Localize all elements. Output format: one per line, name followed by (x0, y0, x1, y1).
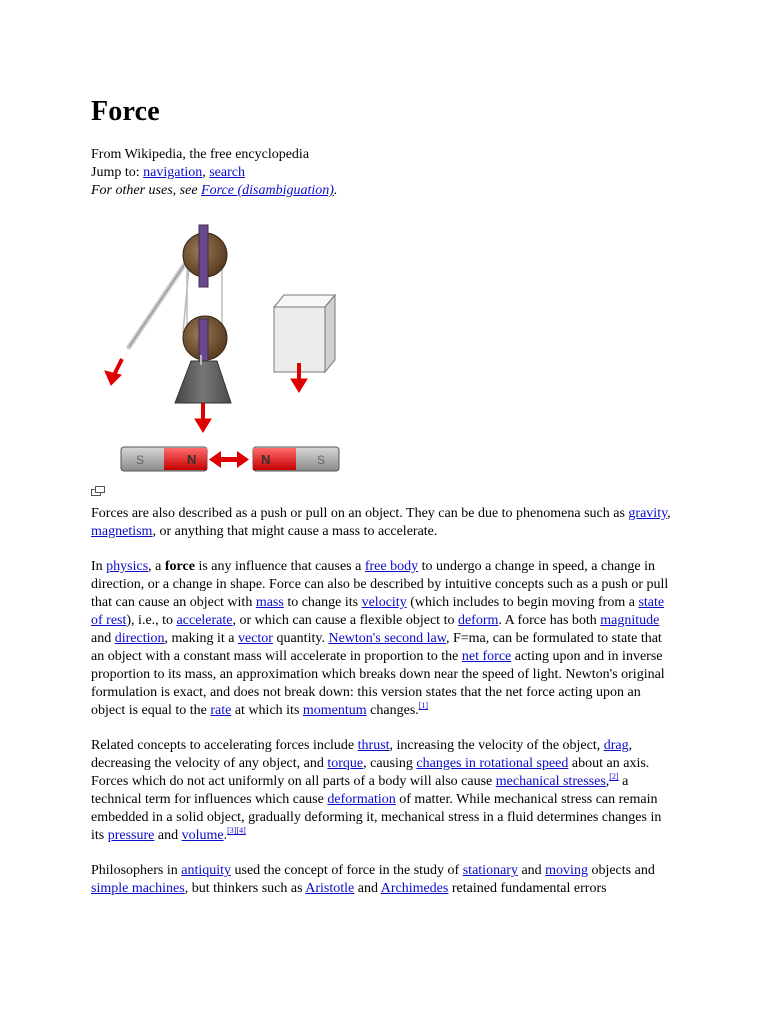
link-antiquity[interactable]: antiquity (181, 863, 232, 878)
force-illustration[interactable] (91, 215, 351, 500)
link-velocity[interactable]: velocity (361, 595, 407, 610)
paragraph-4: Philosophers in antiquity used the concept of force in the study of stationary and moving objects and simple machines, but thinkers such as Aristotle and Archimedes retained fundamental errors (91, 863, 655, 896)
pulley-icon (129, 225, 231, 403)
link-gravity[interactable]: gravity (628, 506, 668, 521)
article-body (91, 505, 675, 915)
link-thrust[interactable]: thrust (357, 738, 390, 753)
link-direction[interactable]: direction (114, 631, 165, 646)
link-free-body[interactable]: free body (364, 559, 419, 574)
article-meta (91, 146, 337, 200)
link-newtons-second-law[interactable]: Newton's second law (328, 631, 446, 646)
magnet-left-icon (121, 447, 207, 471)
disambiguation-link[interactable]: Force (disambiguation) (201, 183, 334, 198)
cube-icon (274, 295, 335, 372)
enlarge-icon[interactable] (91, 486, 105, 496)
link-vector[interactable]: vector (237, 631, 273, 646)
ref-2[interactable]: [2] (609, 772, 619, 781)
jump-search-link[interactable]: search (209, 165, 245, 180)
magnet-right-pole-s: S (317, 453, 326, 467)
link-magnitude[interactable]: magnitude (600, 613, 660, 628)
double-arrow-icon (209, 451, 249, 468)
paragraph-3: Related concepts to accelerating forces include thrust, increasing the velocity of the object, drag, decreasing the velocity of any object, and torque, causing changes in rotational speed about an axis. Forces which do not act uniformly on all parts of a body will also cause mechanical stresses,[2] a technical term for influences which cause deformation of matter. While mechanical stress can remain embedded in a solid object, gradually deforming it, mechanical stress in a fluid determines changes in its pressure and volume.[3][4] (91, 738, 662, 843)
link-magnetism[interactable]: magnetism (91, 524, 153, 539)
link-pressure[interactable]: pressure (107, 828, 155, 843)
link-rate[interactable]: rate (210, 703, 232, 718)
ref-1[interactable]: [1] (418, 701, 429, 710)
link-aristotle[interactable]: Aristotle (305, 881, 355, 896)
magnet-left-pole-s: S (136, 453, 145, 467)
link-mass[interactable]: mass (255, 595, 284, 610)
link-volume[interactable]: volume (181, 828, 224, 843)
link-drag[interactable]: drag (603, 738, 629, 753)
link-deform[interactable]: deform (457, 613, 499, 628)
link-mechanical-stresses[interactable]: mechanical stresses (495, 774, 606, 789)
ref-3-4[interactable]: [3][4] (227, 826, 246, 835)
hatnote: For other uses, see Force (disambiguation). (91, 183, 338, 198)
link-simple-machines[interactable]: simple machines (91, 881, 185, 896)
jump-to: Jump to: navigation, search (91, 165, 245, 180)
link-physics[interactable]: physics (106, 559, 149, 574)
jump-navigation-link[interactable]: navigation (143, 165, 203, 180)
link-state-of-rest[interactable]: state of rest (91, 595, 665, 628)
link-accelerate[interactable]: accelerate (176, 613, 233, 628)
link-net-force[interactable]: net force (461, 649, 512, 664)
magnet-right-icon (253, 447, 339, 471)
link-deformation[interactable]: deformation (327, 792, 396, 807)
link-archimedes[interactable]: Archimedes (380, 881, 449, 896)
magnet-left-pole-n: N (187, 452, 197, 467)
paragraph-1: Forces are also described as a push or pull on an object. They can be due to phenomena such as gravity, magnetism, or anything that might cause a mass to accelerate. (91, 506, 671, 539)
force-diagram-image (91, 215, 351, 500)
paragraph-2: In physics, a force is any influence that causes a free body to undergo a change in speed, a change in direction, or a change in shape. Force can also be described by intuitive concepts such as a push or pull that can cause an object with mass to change its velocity (which includes to begin moving from a state of rest), i.e., to accelerate, or which can cause a flexible object to deform. A force has both magnitude and direction, making it a vector quantity. Newton's second law, F=ma, can be formulated to state that an object with a constant mass will accelerate in proportion to the net force acting upon and in inverse proportion to its mass, an approximation which breaks down near the speed of light. Newton's original formulation is exact, and does not break down: this version states that the net force acting upon an object is equal to the rate at which its momentum changes.[1] (91, 559, 669, 718)
site-sub: From Wikipedia, the free encyclopedia (91, 147, 310, 162)
link-rotational-speed[interactable]: changes in rotational speed (416, 756, 569, 771)
link-stationary[interactable]: stationary (462, 863, 518, 878)
link-momentum[interactable]: momentum (302, 703, 367, 718)
link-torque[interactable]: torque (327, 756, 364, 771)
link-moving[interactable]: moving (545, 863, 588, 878)
magnet-right-pole-n: N (261, 452, 271, 467)
page-title: Force (91, 96, 160, 127)
bold-term-force: force (164, 559, 195, 574)
